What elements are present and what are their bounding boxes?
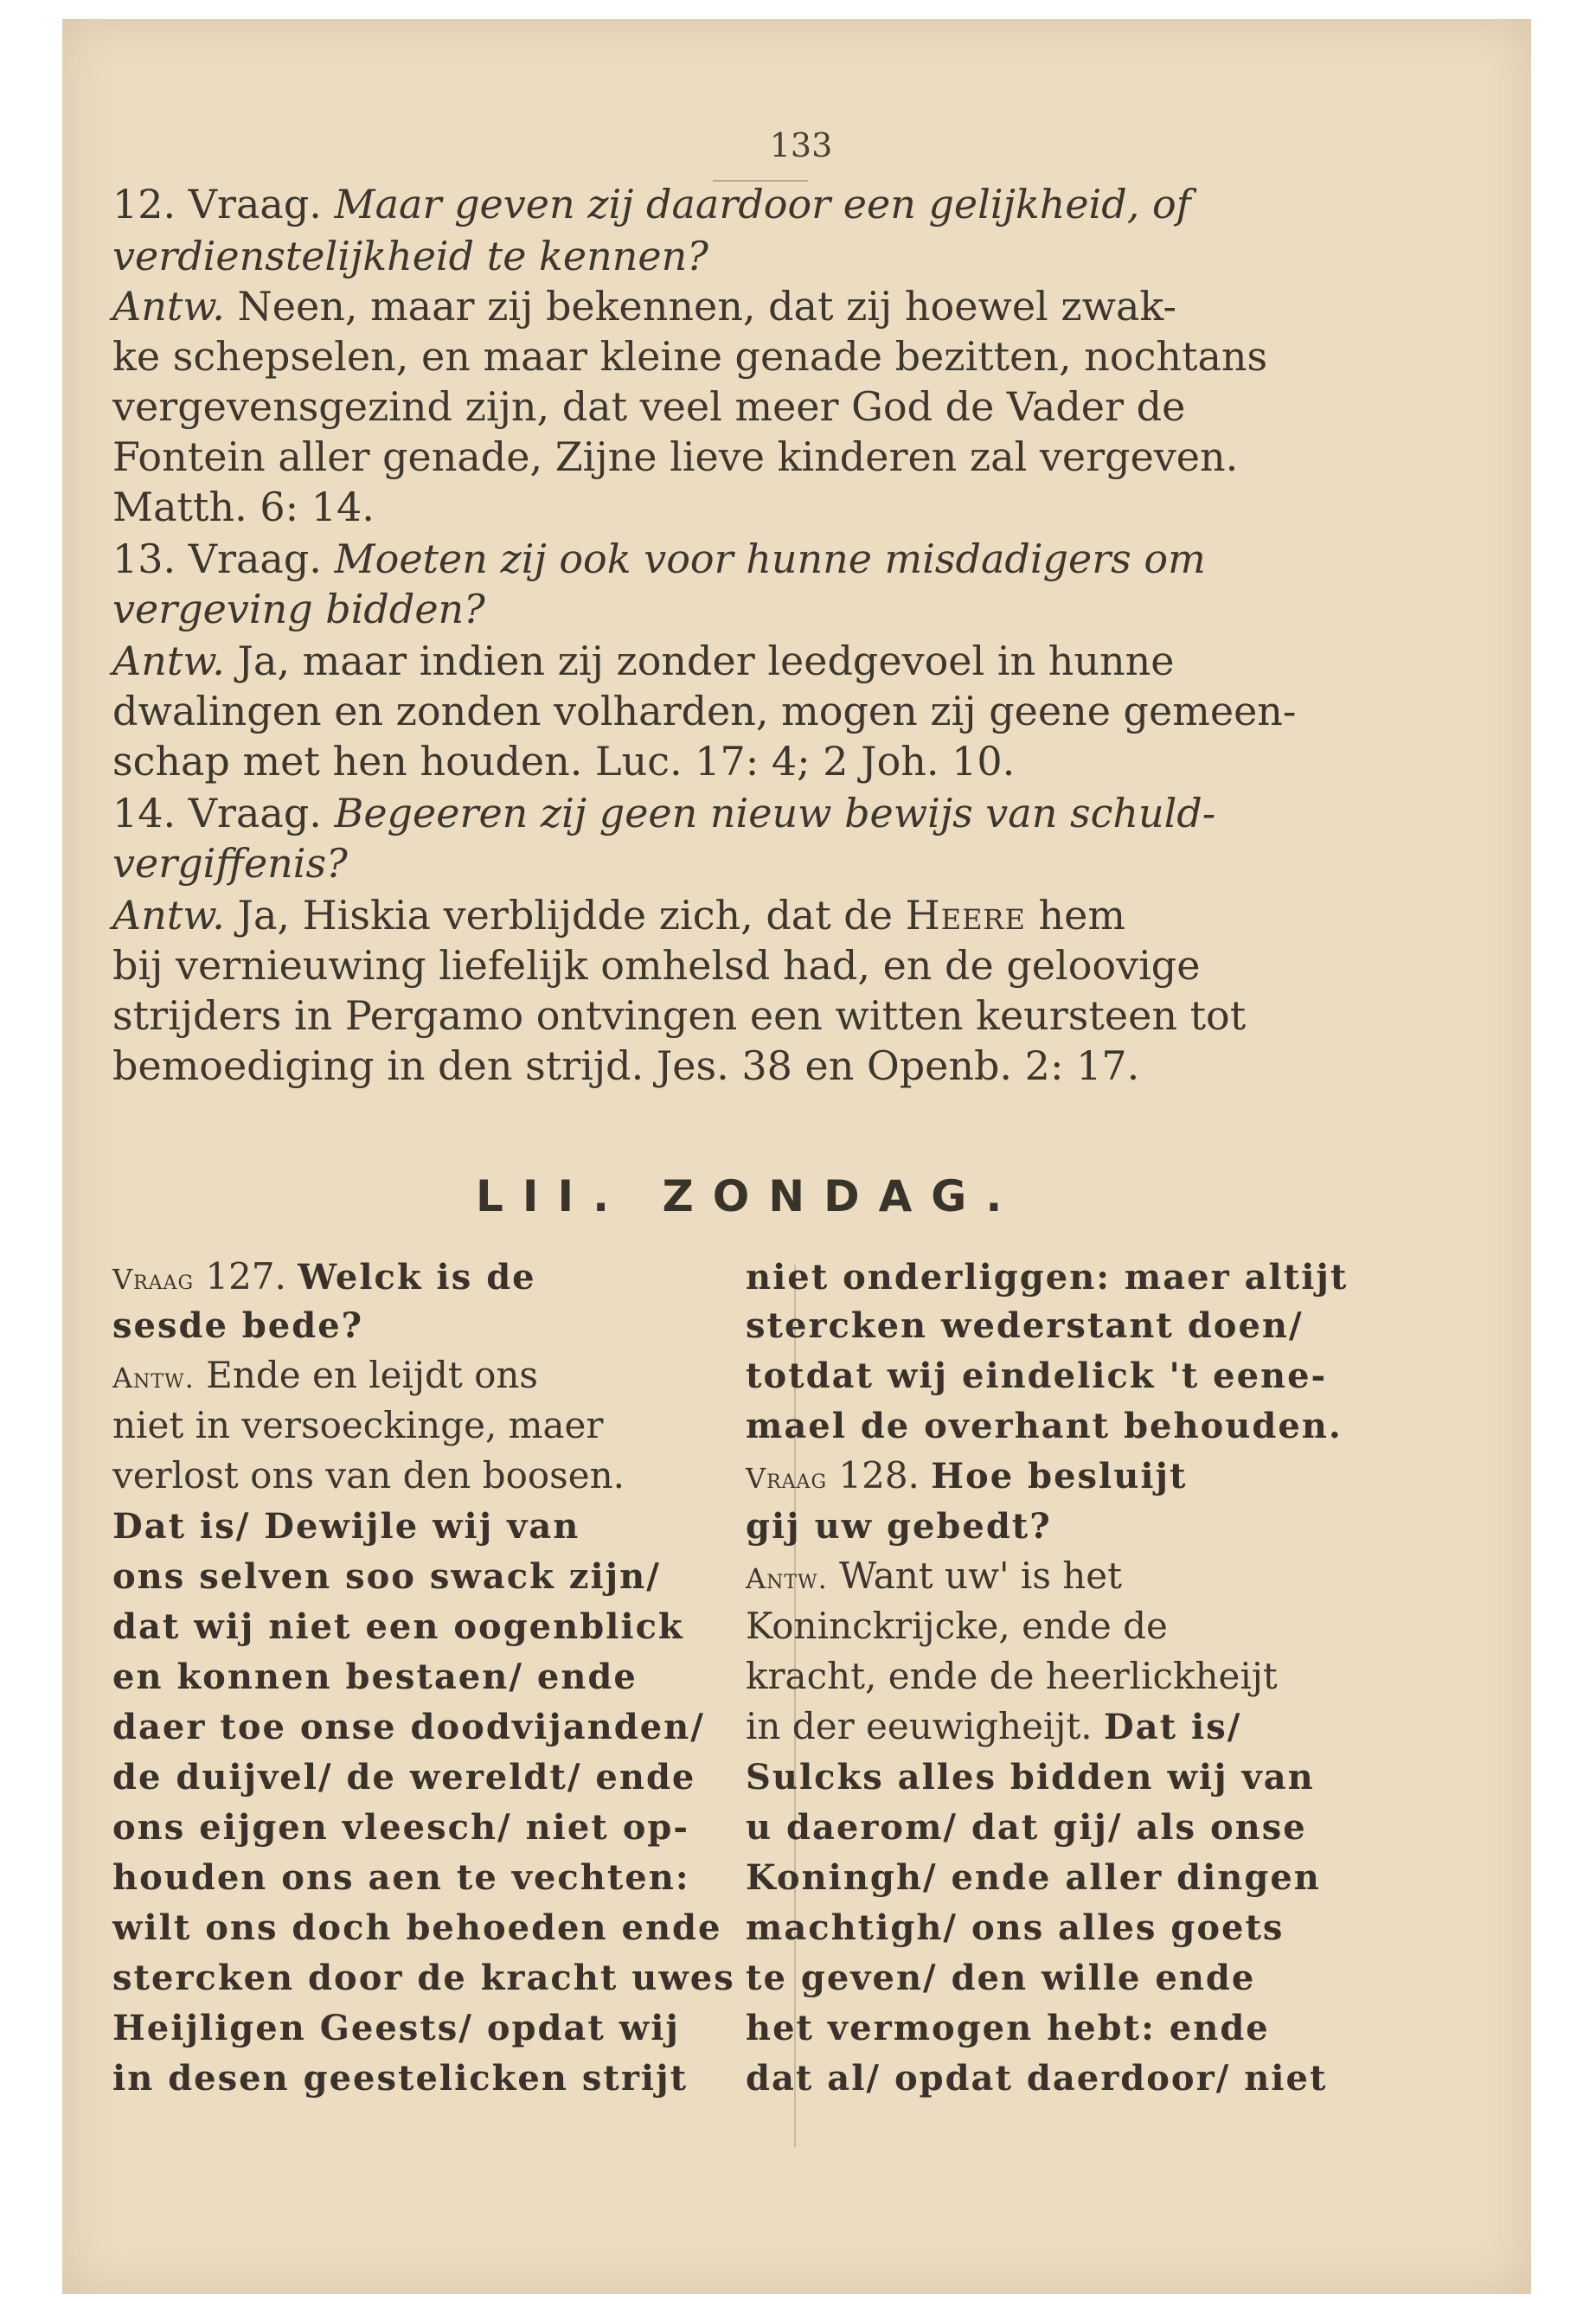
left-column-line bbox=[112, 1701, 705, 1752]
question-text: vergevensgezind zijn, dat veel meer God de Vader de bbox=[112, 383, 1186, 430]
question-line bbox=[112, 483, 375, 531]
left-column-text: houden ons aen te vechten: bbox=[112, 1857, 690, 1898]
question-line bbox=[112, 891, 1125, 939]
question-text: Antw. bbox=[112, 283, 225, 330]
question-line bbox=[112, 839, 348, 888]
left-column-text: ons eijgen vleesch/ niet op- bbox=[112, 1807, 689, 1848]
left-column-text: Dat is/ Dewijle wij van bbox=[112, 1506, 580, 1547]
question-text: Ja, maar indien zij zonder leedgevoel in hunne bbox=[224, 638, 1175, 684]
question-text: bij vernieuwing liefelijk omhelsd had, en de geloovige bbox=[112, 942, 1201, 989]
left-column-text: ons selven soo swack zijn/ bbox=[112, 1556, 661, 1597]
right-column-text: Koninckrijcke, ende de bbox=[746, 1605, 1168, 1647]
book-page bbox=[62, 19, 1531, 2294]
left-column-text: daer toe onse doodvijanden/ bbox=[112, 1707, 705, 1747]
left-column-line bbox=[112, 1600, 684, 1651]
question-line bbox=[112, 382, 1185, 431]
question-line bbox=[112, 737, 1015, 785]
right-column-text: totdat wij eindelick 't eene- bbox=[746, 1356, 1328, 1396]
question-line bbox=[112, 687, 1296, 735]
question-line bbox=[112, 433, 1238, 481]
question-text: Moeten zij ook voor hunne misdadigers om bbox=[334, 535, 1206, 582]
right-column-text: mael de overhant behouden. bbox=[746, 1406, 1343, 1446]
left-column-line bbox=[112, 1952, 735, 2003]
question-text: bemoediging in den strijd. Jes. 38 en Openb. 2: 17. bbox=[112, 1042, 1140, 1089]
question-text: 13. Vraag. bbox=[112, 535, 335, 582]
question-text: Antw. bbox=[112, 892, 225, 939]
left-column-line bbox=[112, 2002, 680, 2053]
right-column-text: machtigh/ ons alles goets bbox=[746, 1907, 1285, 1948]
question-text: vergeving bidden? bbox=[112, 586, 485, 632]
question-text: Heere bbox=[905, 892, 1026, 939]
left-column-text: niet in versoeckinge, maer bbox=[112, 1404, 604, 1446]
left-column-text: wilt ons doch behoeden ende bbox=[112, 1907, 722, 1948]
question-text: 12. Vraag. bbox=[112, 181, 335, 228]
right-column-line bbox=[746, 1400, 1343, 1451]
left-column-line bbox=[112, 1349, 538, 1402]
question-text: vergiffenis? bbox=[112, 840, 348, 887]
right-column-text: Dat is/ bbox=[1103, 1707, 1242, 1747]
right-column-line bbox=[746, 1851, 1321, 1902]
question-line bbox=[112, 991, 1246, 1040]
right-column-text: niet onderliggen: maer altijt bbox=[746, 1257, 1349, 1298]
right-column-line bbox=[746, 1550, 1122, 1603]
question-line bbox=[112, 332, 1267, 381]
right-column-line bbox=[746, 1751, 1315, 1802]
right-column-line bbox=[746, 1349, 1327, 1400]
left-column-text: Vraag bbox=[112, 1263, 195, 1296]
left-column-text: Ende en leijdt ons bbox=[194, 1354, 538, 1396]
right-column-text: kracht, ende de heerlickheijt bbox=[746, 1655, 1278, 1697]
question-text: schap met hen houden. Luc. 17: 4; 2 Joh. 10. bbox=[112, 738, 1016, 785]
question-text: strijders in Pergamo ontvingen een witten keursteen tot bbox=[112, 992, 1247, 1039]
left-column-text: stercken door de kracht uwes bbox=[112, 1958, 735, 1998]
right-column-text: Koningh/ ende aller dingen bbox=[746, 1857, 1321, 1898]
left-column-line bbox=[112, 1299, 363, 1350]
question-text: Begeeren zij geen nieuw bewijs van schuld- bbox=[334, 790, 1216, 836]
left-column-line bbox=[112, 1400, 603, 1450]
question-text: Matth. 6: 14. bbox=[112, 484, 375, 530]
question-line bbox=[112, 941, 1200, 990]
question-line bbox=[112, 232, 708, 280]
left-column-line bbox=[112, 1251, 536, 1304]
left-column-text: dat wij niet een oogenblick bbox=[112, 1606, 684, 1647]
left-column-text: sesde bede? bbox=[112, 1305, 364, 1346]
right-column-line bbox=[746, 1600, 1168, 1650]
question-line bbox=[112, 789, 1215, 837]
right-column-line bbox=[746, 1801, 1307, 1852]
left-column-text: 127. bbox=[194, 1255, 298, 1298]
question-text: Maar geven zij daardoor een gelijkheid, of bbox=[334, 181, 1191, 228]
question-line bbox=[112, 180, 1191, 228]
section-heading: LII. ZONDAG. bbox=[476, 1171, 1022, 1221]
right-column-text: Hoe besluijt bbox=[931, 1456, 1188, 1497]
right-column-line bbox=[746, 1901, 1284, 1952]
question-line bbox=[112, 1042, 1139, 1090]
left-column-text: in desen geestelicken strijt bbox=[112, 2058, 689, 2099]
question-text: hem bbox=[1025, 892, 1125, 939]
right-column-text: te geven/ den wille ende bbox=[746, 1958, 1256, 1998]
question-line bbox=[112, 585, 485, 633]
question-text: Antw. bbox=[112, 638, 225, 684]
right-column-line bbox=[746, 1952, 1255, 2003]
right-column-text: Antw. bbox=[746, 1562, 828, 1595]
question-text: Neen, maar zij bekennen, dat zij hoewel zwak- bbox=[224, 283, 1177, 330]
left-column-text: en konnen bestaen/ ende bbox=[112, 1657, 638, 1697]
right-column-text: stercken wederstant doen/ bbox=[746, 1305, 1304, 1346]
left-column-text: verlost ons van den boosen. bbox=[112, 1454, 625, 1497]
right-column-line bbox=[746, 1299, 1304, 1350]
right-column-line bbox=[746, 1450, 1187, 1503]
right-column-line bbox=[746, 2052, 1327, 2103]
question-text: dwalingen en zonden volharden, mogen zij geene gemeen- bbox=[112, 688, 1297, 734]
left-column-text: Antw. bbox=[112, 1362, 195, 1394]
right-column-text: het vermogen hebt: ende bbox=[746, 2008, 1270, 2048]
left-column-line bbox=[112, 1450, 625, 1500]
right-column-text: gij uw gebedt? bbox=[746, 1506, 1052, 1547]
left-column-line bbox=[112, 1901, 721, 1952]
left-column-line bbox=[112, 1650, 638, 1702]
question-line bbox=[112, 535, 1206, 583]
question-text: verdienstelijkheid te kennen? bbox=[112, 233, 708, 279]
right-column-line bbox=[746, 1251, 1348, 1302]
left-column-line bbox=[112, 1801, 689, 1852]
left-column-text: Heijligen Geests/ opdat wij bbox=[112, 2008, 680, 2048]
right-column-text: Vraag bbox=[746, 1462, 828, 1495]
left-column-line bbox=[112, 1751, 695, 1802]
left-column-line bbox=[112, 1851, 690, 1902]
question-text: Ja, Hiskia verblijdde zich, dat de bbox=[224, 892, 906, 939]
question-text: ke schepselen, en maar kleine genade bezitten, nochtans bbox=[112, 333, 1268, 380]
page-number: 133 bbox=[769, 126, 833, 164]
right-column-line bbox=[746, 1500, 1052, 1551]
left-column-text: Welck is de bbox=[298, 1257, 536, 1298]
right-column-text: 128. bbox=[827, 1454, 932, 1497]
question-line bbox=[112, 282, 1176, 330]
left-column-line bbox=[112, 1500, 580, 1551]
left-column-line bbox=[112, 2052, 688, 2103]
right-column-text: Sulcks alles bidden wij van bbox=[746, 1757, 1315, 1798]
question-text: Fontein aller genade, Zijne lieve kinderen zal vergeven. bbox=[112, 433, 1239, 480]
question-line bbox=[112, 637, 1175, 685]
question-text: 14. Vraag. bbox=[112, 790, 335, 836]
right-column-line bbox=[746, 1701, 1241, 1752]
left-column-text: de duijvel/ de wereldt/ ende bbox=[112, 1757, 696, 1798]
right-column-text: u daerom/ dat gij/ als onse bbox=[746, 1807, 1307, 1848]
right-column-line bbox=[746, 2002, 1270, 2053]
right-column-text: Want uw' is het bbox=[827, 1554, 1123, 1597]
left-column-line bbox=[112, 1550, 661, 1601]
right-column-text: dat al/ opdat daerdoor/ niet bbox=[746, 2058, 1328, 2099]
right-column-line bbox=[746, 1650, 1278, 1701]
right-column-text: in der eeuwigheijt. bbox=[746, 1705, 1104, 1747]
